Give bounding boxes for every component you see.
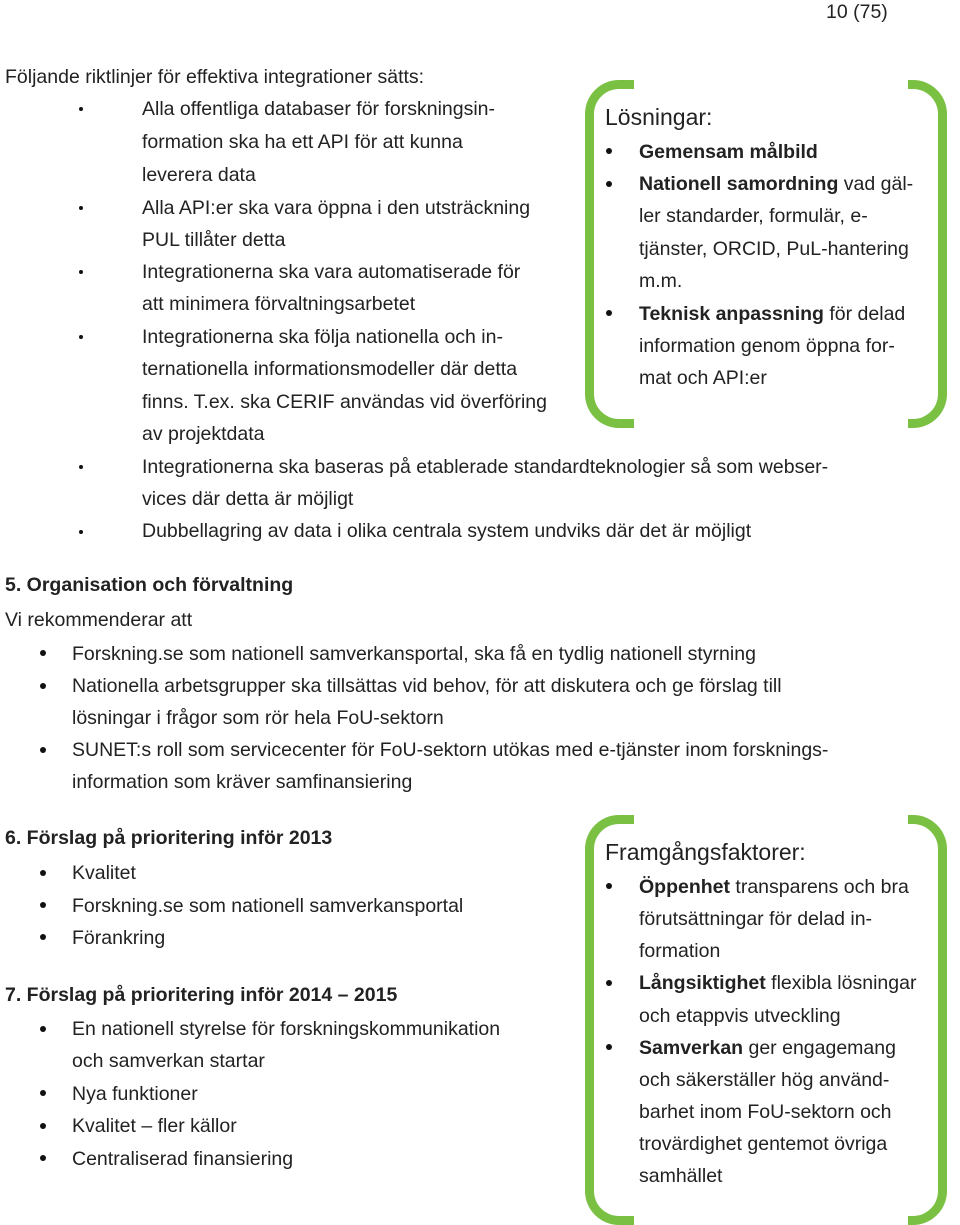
framgang-item-1-line-3: formation: [639, 940, 721, 962]
section-5-item-3-line-2: information som kräver samfinansiering: [72, 771, 413, 793]
bullet-icon: [606, 181, 612, 187]
framgang-item-1-line-2: förutsättningar för delad in-: [639, 908, 873, 930]
bullet-icon: [79, 465, 83, 469]
bullet-icon: [79, 107, 83, 111]
intro-item-4-line-2: ternationella informationsmodeller där detta: [142, 358, 518, 380]
losningar-item-2-line-1: Nationell samordning vad gäl-: [639, 173, 914, 195]
section-7-item-3: Kvalitet – fler källor: [72, 1115, 237, 1137]
page-number: 10 (75): [826, 1, 888, 23]
section-7-item-1-line-1: En nationell styrelse för forskningskommunikation: [72, 1018, 501, 1040]
intro-item-6-line-1: Dubbellagring av data i olika centrala system undviks där det är möjligt: [142, 520, 752, 542]
bullet-icon: [79, 530, 83, 534]
intro-item-4-line-3: finns. T.ex. ska CERIF användas vid överföring: [142, 391, 547, 413]
losningar-item-2-line-3: tjänster, ORCID, PuL-hantering: [639, 238, 909, 260]
losningar-bracket-left: [585, 80, 634, 428]
intro-item-5-line-1: Integrationerna ska baseras på etablerade standardteknologier så som webser-: [142, 456, 829, 478]
bullet-icon: [606, 980, 612, 986]
intro-item-4-line-4: av projektdata: [142, 423, 265, 445]
bullet-icon: [606, 1044, 612, 1050]
framgang-title: Framgångsfaktorer:: [605, 839, 806, 865]
intro-item-2-line-1: Alla API:er ska vara öppna i den utsträckning: [142, 197, 531, 219]
bullet-icon: [606, 883, 612, 889]
bullet-icon: [40, 1026, 46, 1032]
framgang-item-3-line-1: Samverkan ger engagemang: [639, 1037, 896, 1059]
losningar-item-3-line-1: Teknisk anpassning för delad: [639, 303, 906, 325]
intro-item-2-line-2: PUL tillåter detta: [142, 229, 286, 251]
intro-item-5-line-2: vices där detta är möjligt: [142, 488, 354, 510]
section-6-heading: 6. Förslag på prioritering inför 2013: [5, 827, 333, 849]
framgang-item-2-line-2: och etappvis utveckling: [639, 1005, 841, 1027]
intro-heading: Följande riktlinjer för effektiva integrationer sätts:: [5, 66, 425, 88]
losningar-bracket-right: [908, 80, 947, 428]
bullet-icon: [40, 683, 46, 689]
intro-item-3-line-1: Integrationerna ska vara automatiserade för: [142, 261, 521, 283]
bullet-icon: [40, 1123, 46, 1129]
bullet-icon: [606, 310, 612, 316]
framgang-item-3-line-4: trovärdighet gentemot övriga: [639, 1133, 888, 1155]
intro-item-1-line-1: Alla offentliga databaser för forskningsin-: [142, 98, 496, 120]
framgang-item-1-line-1: Öppenhet transparens och bra: [639, 876, 909, 898]
losningar-item-3-line-3: mat och API:er: [639, 367, 767, 389]
intro-item-4-line-1: Integrationerna ska följa nationella och in-: [142, 326, 503, 348]
framgang-item-3-line-5: samhället: [639, 1165, 723, 1187]
bullet-icon: [40, 650, 46, 656]
section-7-heading: 7. Förslag på prioritering inför 2014 – 2015: [5, 984, 398, 1006]
bullet-icon: [79, 335, 83, 339]
intro-item-1-line-3: leverera data: [142, 164, 256, 186]
section-5-item-1: Forskning.se som nationell samverkansportal, ska få en tydlig nationell styrning: [72, 643, 756, 665]
framgang-item-3-line-2: och säkerställer hög använd-: [639, 1069, 890, 1091]
section-5-heading: 5. Organisation och förvaltning: [5, 574, 294, 596]
section-5-lead: Vi rekommenderar att: [5, 609, 193, 631]
section-5-item-2-line-2: lösningar i frågor som rör hela FoU-sektorn: [72, 707, 444, 729]
section-6-item-1: Kvalitet: [72, 862, 136, 884]
framgang-bracket-left: [585, 815, 634, 1225]
framgang-item-2-line-1: Långsiktighet flexibla lösningar: [639, 972, 917, 994]
losningar-title: Lösningar:: [605, 104, 713, 130]
section-5-item-3-line-1: SUNET:s roll som servicecenter för FoU-sektorn utökas med e-tjänster inom forsknings-: [72, 739, 829, 761]
losningar-item-3-line-2: information genom öppna for-: [639, 335, 895, 357]
section-7-item-1-line-2: och samverkan startar: [72, 1050, 265, 1072]
bullet-icon: [40, 1090, 46, 1096]
bullet-icon: [40, 870, 46, 876]
losningar-item-2-line-2: ler standarder, formulär, e-: [639, 205, 868, 227]
intro-item-3-line-2: att minimera förvaltningsarbetet: [142, 293, 416, 315]
section-7-item-4: Centraliserad finansiering: [72, 1148, 294, 1170]
bullet-icon: [40, 1155, 46, 1161]
losningar-item-1: Gemensam målbild: [639, 141, 818, 163]
bullet-icon: [79, 206, 83, 210]
framgang-item-3-line-3: barhet inom FoU-sektorn och: [639, 1101, 892, 1123]
bullet-icon: [40, 934, 46, 940]
section-7-item-2: Nya funktioner: [72, 1083, 198, 1105]
bullet-icon: [79, 270, 83, 274]
bullet-icon: [40, 747, 46, 753]
section-6-item-3: Förankring: [72, 927, 166, 949]
intro-item-1-line-2: formation ska ha ett API för att kunna: [142, 131, 463, 153]
section-6-item-2: Forskning.se som nationell samverkansportal: [72, 895, 464, 917]
framgang-bracket-right: [908, 815, 947, 1225]
bullet-icon: [606, 148, 612, 154]
losningar-item-2-line-4: m.m.: [639, 270, 683, 292]
bullet-icon: [40, 902, 46, 908]
section-5-item-2-line-1: Nationella arbetsgrupper ska tillsättas vid behov, för att diskutera och ge förslag till: [72, 675, 782, 697]
